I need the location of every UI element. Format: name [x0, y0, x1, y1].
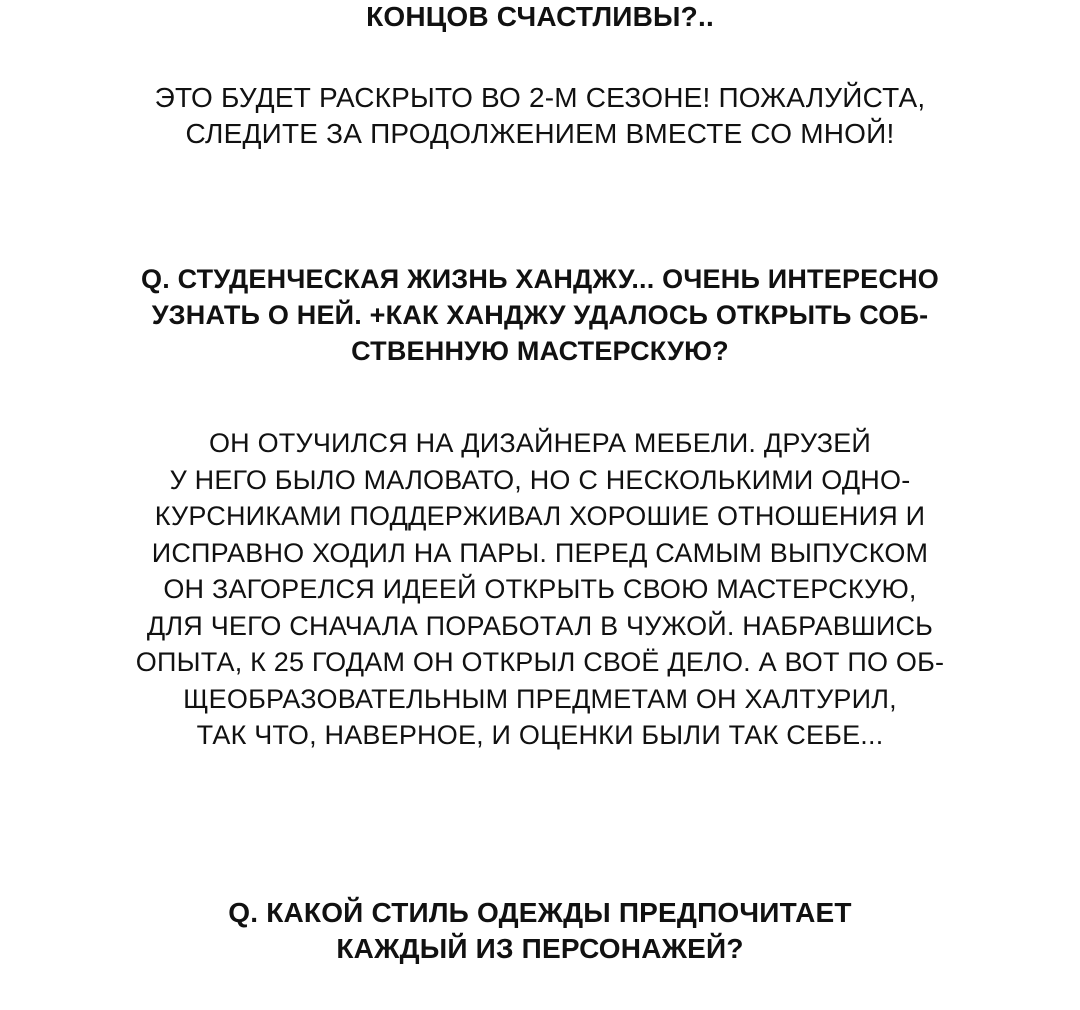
question-line: СТВЕННУЮ МАСТЕРСКУЮ?	[351, 336, 729, 366]
question-student-life	[0, 261, 1080, 369]
answer-line: ЩЕОБРАЗОВАТЕЛЬНЫМ ПРЕДМЕТАМ ОН ХАЛТУРИЛ,	[183, 683, 897, 714]
question-clothing-style	[0, 895, 1080, 967]
answer-line: ОН ОТУЧИЛСЯ НА ДИЗАЙНЕРА МЕБЕЛИ. ДРУЗЕЙ	[208, 428, 872, 458]
answer-line: ТАК ЧТО, НАВЕРНОЕ, И ОЦЕНКИ БЫЛИ ТАК СЕБЕ...	[196, 720, 884, 750]
answer-line: ОПЫТА, К 25 ГОДАМ ОН ОТКРЫЛ СВОЁ ДЕЛО. А ВОТ ПО ОБ-	[135, 647, 945, 677]
answer-line: ОН ЗАГОРЕЛСЯ ИДЕЕЙ ОТКРЫТЬ СВОЮ МАСТЕРСКУЮ,	[163, 574, 917, 604]
answer-season-two	[0, 80, 1080, 152]
question-line: КАЖДЫЙ ИЗ ПЕРСОНАЖЕЙ?	[336, 933, 744, 964]
question-line: Q. СТУДЕНЧЕСКАЯ ЖИЗНЬ ХАНДЖУ... ОЧЕНЬ ИНТЕРЕСНО	[141, 264, 939, 294]
answer-line: ДЛЯ ЧЕГО СНАЧАЛА ПОРАБОТАЛ В ЧУЖОЙ. НАБРАВШИСЬ	[146, 610, 934, 641]
question-heading-ending	[0, 0, 1080, 35]
answer-line: КУРСНИКАМИ ПОДДЕРЖИВАЛ ХОРОШИЕ ОТНОШЕНИЯ И	[154, 501, 926, 531]
answer-line: ИСПРАВНО ХОДИЛ НА ПАРЫ. ПЕРЕД САМЫМ ВЫПУСКОМ	[151, 537, 929, 568]
answer-line: СЛЕДИТЕ ЗА ПРОДОЛЖЕНИЕМ ВМЕСТЕ СО МНОЙ!	[185, 118, 895, 149]
question-line: Q. КАКОЙ СТИЛЬ ОДЕЖДЫ ПРЕДПОЧИТАЕТ	[228, 897, 852, 928]
answer-student-life	[0, 425, 1080, 754]
answer-line: У НЕГО БЫЛО МАЛОВАТО, НО С НЕСКОЛЬКИМИ ОДНО-	[169, 464, 911, 495]
question-line: УЗНАТЬ О НЕЙ. +КАК ХАНДЖУ УДАЛОСЬ ОТКРЫТЬ СОБ-	[151, 300, 929, 330]
heading-line: КОНЦОВ СЧАСТЛИВЫ?..	[366, 1, 714, 32]
answer-line: ЭТО БУДЕТ РАСКРЫТО ВО 2-М СЕЗОНЕ! ПОЖАЛУЙСТА,	[154, 82, 926, 113]
